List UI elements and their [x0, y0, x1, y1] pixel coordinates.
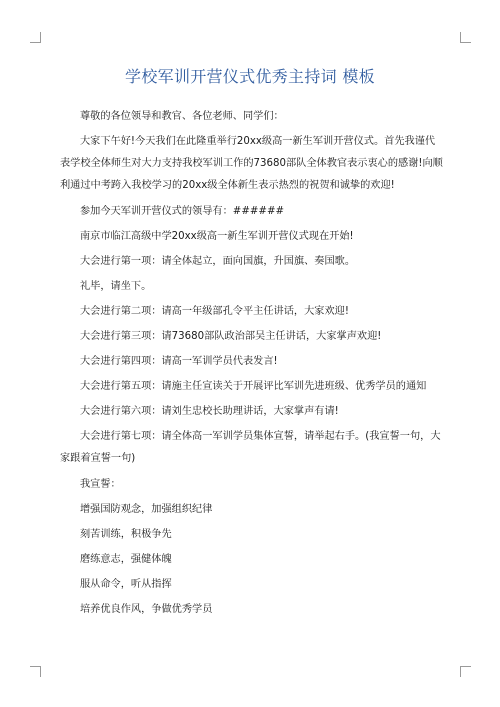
paragraph-oath-line-3: 磨练意志，强健体魄: [80, 554, 172, 565]
paragraph-opening: 大家下午好!今天我们在此隆重举行20xx级高一新生军训开营仪式。首先我谨代表学校全体师生对大力支持我校军训工作的73680部队全体教官表示衷心的感谢!向顺利通过中考跨入我校学习的20xx级全体新生表示热烈的祝贺和诚挚的欢迎!: [60, 136, 443, 191]
paragraph-oath-line-5: 培养优良作风，争做优秀学员: [80, 604, 213, 615]
paragraph-item-5: 大会进行第五项：请施主任宣读关于开展评比军训先进班级、优秀学员的通知: [80, 381, 427, 392]
paragraph-oath-intro: 我宣誓：: [80, 479, 121, 490]
document-body: [60, 106, 445, 624]
paragraph-item-2: 大会进行第二项：请高一年级部孔令平主任讲话，大家欢迎!: [80, 306, 349, 317]
crop-mark-bottom-left: [30, 666, 41, 677]
crop-mark-bottom-right: [460, 666, 471, 677]
paragraph-salutation: 尊敬的各位领导和教官、各位老师、同学们：: [80, 111, 284, 122]
paragraph-item-6: 大会进行第六项：请刘生忠校长助理讲话，大家掌声有请!: [80, 406, 339, 417]
paragraph-oath-line-2: 刻苦训练，积极争先: [80, 529, 172, 540]
paragraph-item-1: 大会进行第一项：请全体起立，面向国旗，升国旗、奏国歌。: [80, 256, 356, 267]
crop-mark-top-left: [30, 32, 41, 43]
document-title: 学校军训开营仪式优秀主持词 模板: [125, 67, 375, 86]
crop-mark-top-right: [460, 32, 471, 43]
paragraph-item-7: 大会进行第七项：请全体高一军训学员集体宣誓，请举起右手。(我宣誓一句，大家跟着宣誓一句): [60, 431, 441, 464]
paragraph-sit-down: 礼毕，请坐下。: [80, 281, 152, 292]
paragraph-oath-line-1: 增强国防观念，加强组织纪律: [80, 504, 213, 515]
paragraph-item-4: 大会进行第四项：请高一军训学员代表发言!: [80, 356, 278, 367]
paragraph-leaders: 参加今天军训开营仪式的领导有：######: [80, 206, 285, 217]
paragraph-item-3: 大会进行第三项：请73680部队政治部吴主任讲话，大家掌声欢迎!: [80, 331, 382, 342]
paragraph-start: 南京市临江高级中学20xx级高一新生军训开营仪式现在开始!: [80, 231, 354, 242]
paragraph-oath-line-4: 服从命令，听从指挥: [80, 579, 172, 590]
